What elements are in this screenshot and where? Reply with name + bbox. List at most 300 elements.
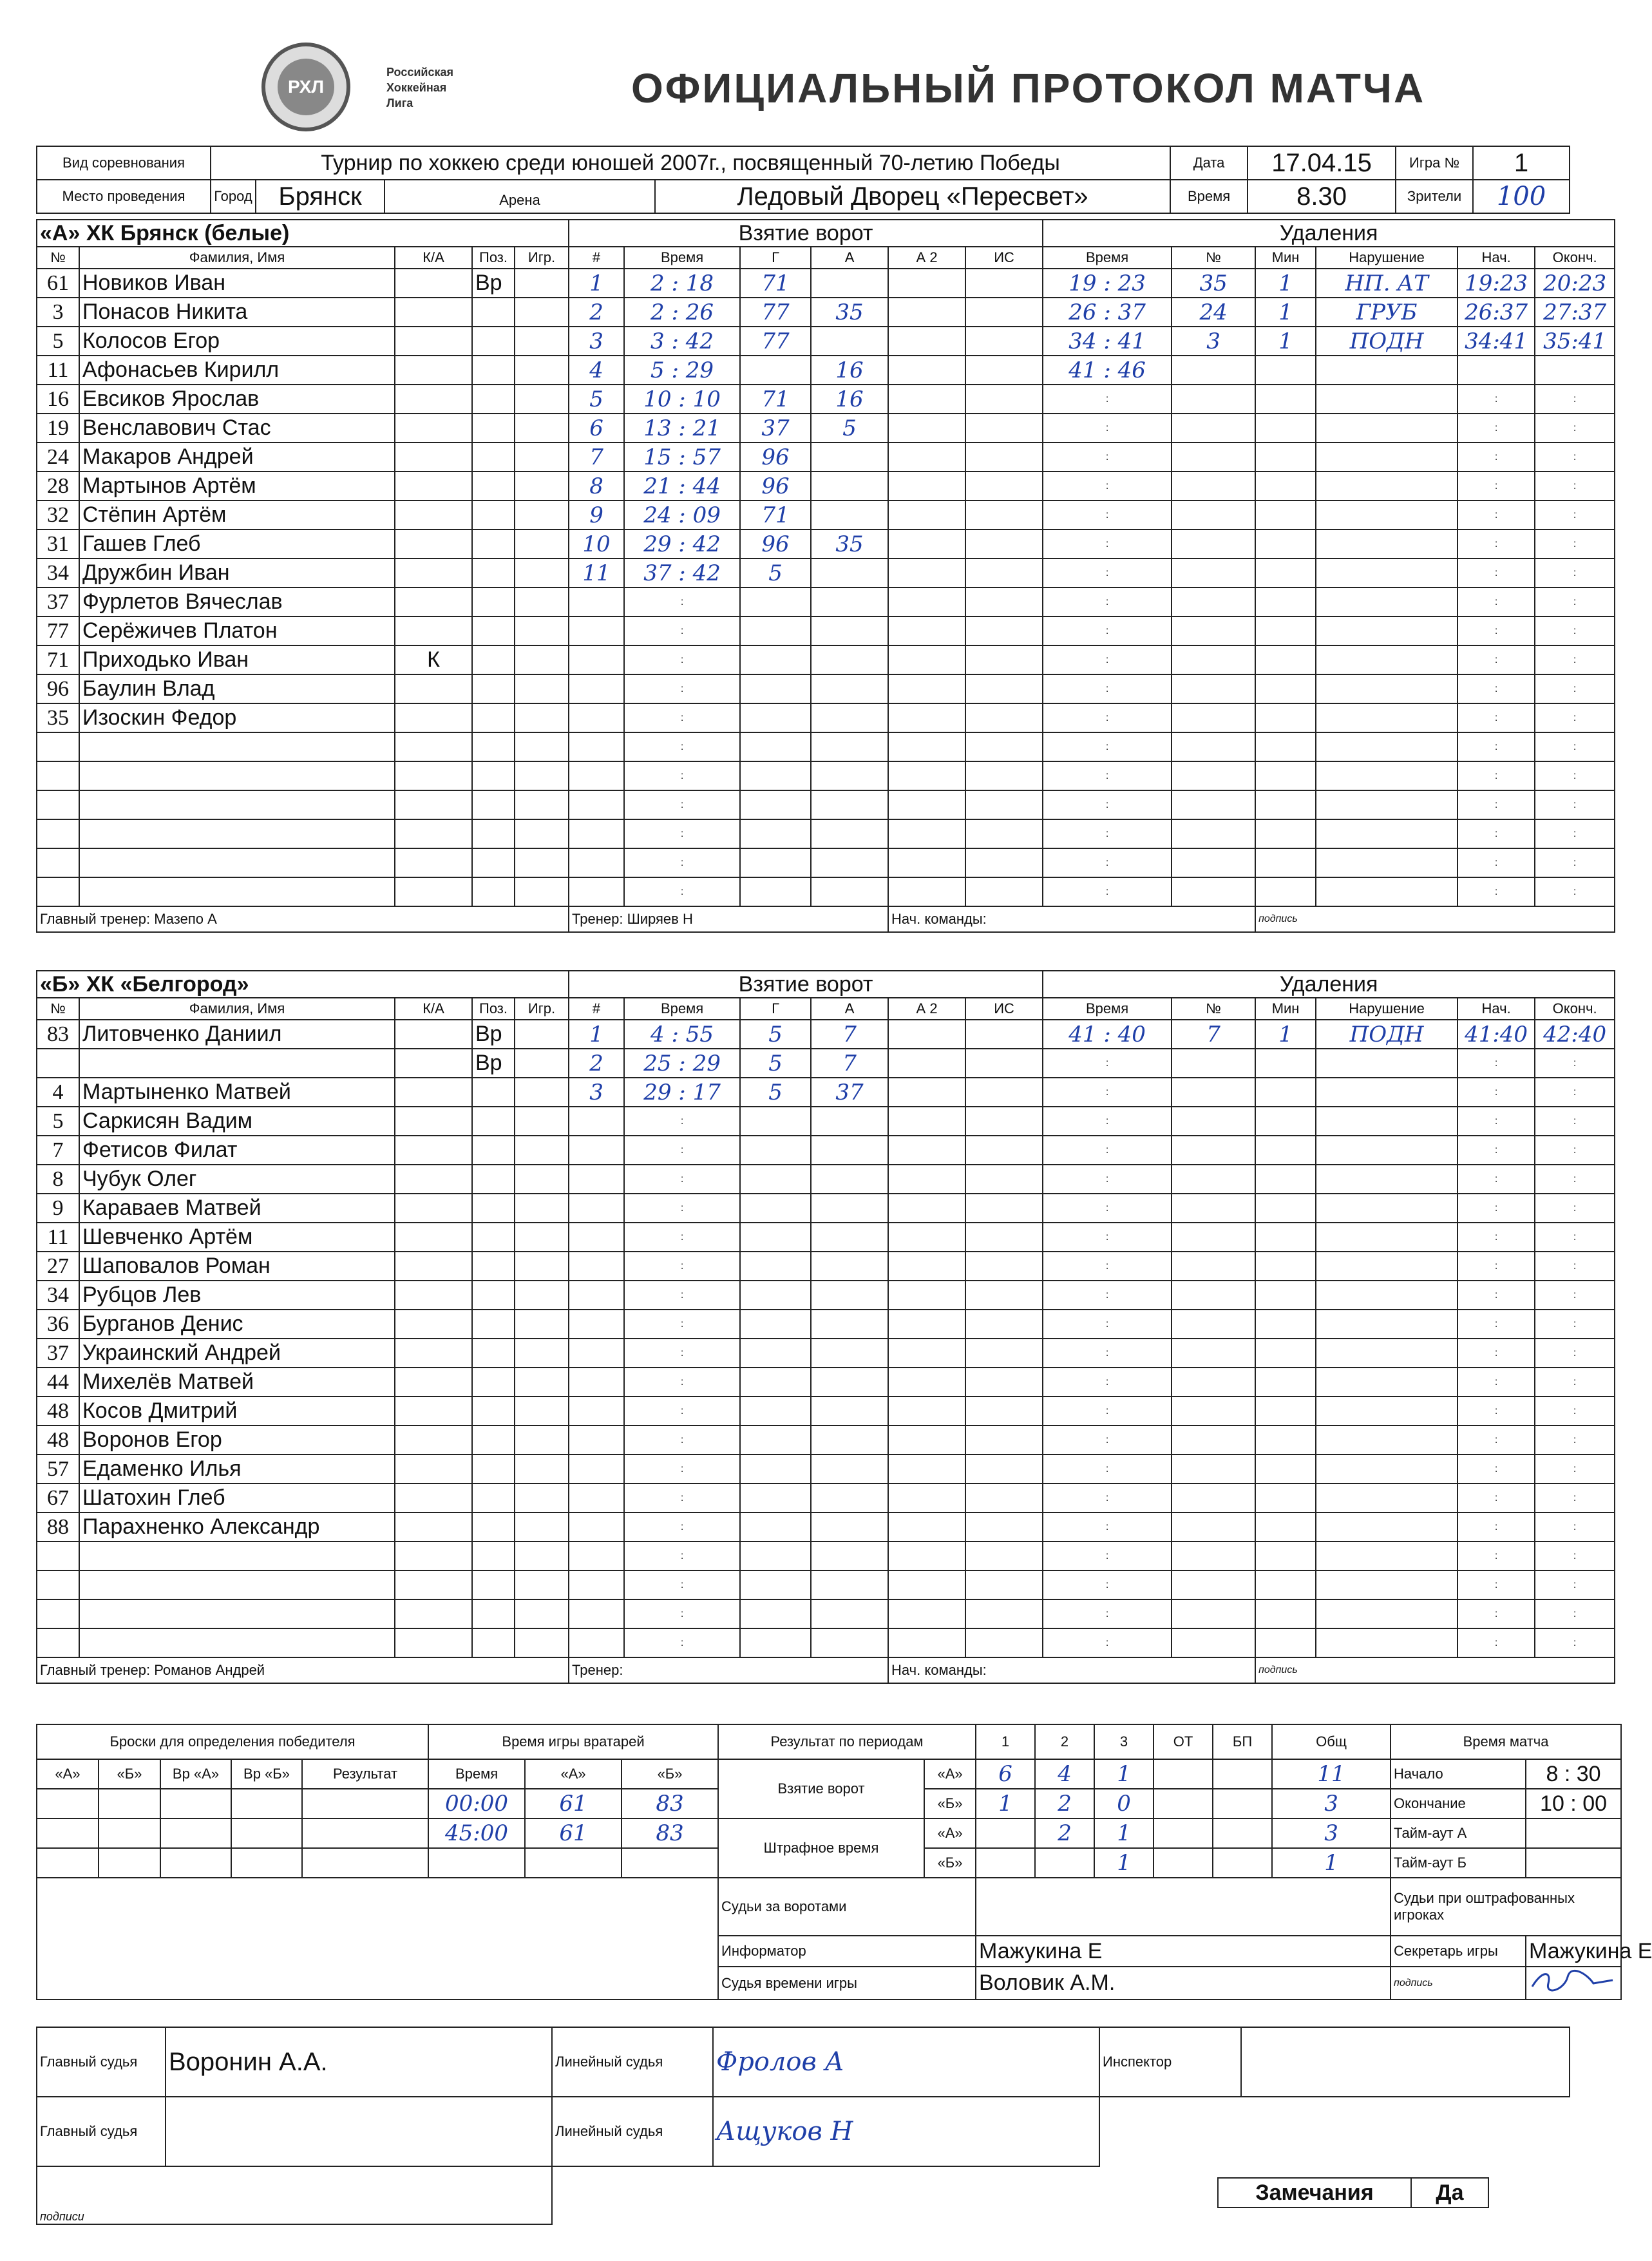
player-pos: Вр [472,1020,515,1049]
col-pen-end: Оконч. [1535,247,1615,269]
player-name: Баулин Влад [79,674,395,703]
secretary-label: Секретарь игры [1391,1936,1526,1967]
goal-assist [811,327,888,356]
goal-time: 21 : 44 [624,472,740,501]
player-number: 27 [37,1252,79,1281]
goal-assist: 7 [811,1049,888,1078]
player-ka [395,414,472,443]
player-name: Евсиков Ярослав [79,385,395,414]
player-row: 27 Шаповалов Роман : : : : [37,1252,1615,1281]
page-title: ОФИЦИАЛЬНЫЙ ПРОТОКОЛ МАТЧА [631,65,1426,111]
player-row: Вр 2 25 : 29 5 7 : : : [37,1049,1615,1078]
start-time: 8.30 [1248,180,1396,213]
time-label: Время [1170,180,1248,213]
player-number [37,877,79,906]
player-row: : : : : [37,819,1615,848]
player-row: 28 Мартынов Артём 8 21 : 44 96 : : : [37,472,1615,501]
player-ka [395,877,472,906]
player-number: 31 [37,529,79,558]
col-goal-time: Время [624,247,740,269]
player-name [79,1628,395,1657]
goal-assist: 7 [811,1020,888,1049]
goals-a-ot [1154,1759,1213,1789]
period-2-header: 2 [1035,1724,1094,1759]
player-number: 19 [37,414,79,443]
player-number: 11 [37,1223,79,1252]
player-pos [472,529,515,558]
player-ka [395,616,472,645]
competition-label: Вид соревнования [37,146,211,180]
penalty-start: 19:23 [1457,269,1535,298]
pen-b-p1 [976,1848,1035,1878]
col-name: Фамилия, Имя [79,247,395,269]
secretary: Мажукина Е [1526,1936,1621,1967]
penalty-minutes: 1 [1255,327,1316,356]
player-row [37,356,1615,385]
player-number: 35 [37,703,79,732]
goals-label: Взятие ворот [718,1759,924,1818]
goal-scorer: 96 [740,472,811,501]
pen-b-p2 [1035,1848,1094,1878]
col-pen-time: Время [1043,247,1172,269]
penalties-title: Удаления [1043,220,1615,247]
referee: Воронин А.А. [166,2027,552,2097]
player-row: : : : : [37,1570,1615,1599]
goal-is [965,356,1043,385]
penalty-player: 24 [1172,298,1255,327]
player-name: Саркисян Вадим [79,1107,395,1136]
player-ka [395,674,472,703]
goal-assist2 [888,1049,965,1078]
player-pos [472,819,515,848]
pen-team-b: «Б» [924,1848,976,1878]
player-name: Едаменко Илья [79,1455,395,1483]
linesman-1-label: Линейный судья [552,2027,713,2097]
player-name: Приходько Иван [79,645,395,674]
spectators-label: Зрители [1396,180,1473,213]
player-pos [472,645,515,674]
referee-2-label: Главный судья [37,2097,166,2166]
player-pos [472,1628,515,1657]
date: 17.04.15 [1248,146,1396,180]
remarks-value: Да [1411,2178,1488,2208]
player-pos [472,1426,515,1455]
match-time-title: Время матча [1391,1724,1621,1759]
linesman-1: Фролов А [713,2027,1099,2097]
goal-index: 9 [569,501,624,529]
goal-assist2 [888,472,965,501]
goal-scorer: 37 [740,414,811,443]
player-ka [395,732,472,761]
player-ka [395,848,472,877]
player-name [79,877,395,906]
pen-b-total: 1 [1272,1848,1391,1878]
goal-time: 4 : 55 [624,1020,740,1049]
player-ka [395,1368,472,1397]
game-label: Игра № [1396,146,1473,180]
player-ka [395,1512,472,1541]
goal-assist2 [888,327,965,356]
player-ka [395,269,472,298]
penalty-minutes: 1 [1255,1020,1316,1049]
team_b-table [36,970,1615,1684]
player-pos [472,356,515,385]
player-name: Бурганов Денис [79,1310,395,1339]
player-pos [472,1194,515,1223]
player-name: Фетисов Филат [79,1136,395,1165]
penalty-time-label: Штрафное время [718,1818,924,1878]
period-bp-header: БП [1213,1724,1272,1759]
shootout-col-gk-a: Вр «А» [160,1759,231,1789]
goal-assist2 [888,501,965,529]
player-name: Караваев Матвей [79,1194,395,1223]
goal-index: 2 [569,298,624,327]
goal-scorer: 5 [740,1049,811,1078]
goal-is [965,414,1043,443]
col-goal: Г [740,998,811,1020]
goals-b-bp [1213,1789,1272,1818]
goal-assist: 16 [811,356,888,385]
player-name: Изоскин Федор [79,703,395,732]
player-row: 48 Косов Дмитрий : : : : [37,1397,1615,1426]
penalty-time: 41 : 46 [1043,356,1172,385]
col-offense: Нарушение [1316,247,1457,269]
player-pos [472,761,515,790]
signature-label: подпись [1255,906,1615,932]
arena: Ледовый Дворец «Пересвет» [655,180,1170,213]
player-ka [395,1426,472,1455]
player-number: 44 [37,1368,79,1397]
penalty-start [1457,356,1535,385]
team-a-section [36,219,1615,933]
player-number: 67 [37,1483,79,1512]
goal-time: 13 : 21 [624,414,740,443]
player-number: 16 [37,385,79,414]
team-chief: Нач. команды: [888,906,1255,932]
player-pos [472,1455,515,1483]
venue-label: Место проведения [37,180,211,213]
start-value: 8 : 30 [1526,1759,1621,1789]
col-goal: Г [740,247,811,269]
penalty-minutes [1255,356,1316,385]
player-ka [395,1223,472,1252]
player-name: Литовченко Даниил [79,1020,395,1049]
player-ka [395,1107,472,1136]
player-name: Косов Дмитрий [79,1397,395,1426]
player-number [37,1570,79,1599]
player-row: 7 Фетисов Филат : : : : [37,1136,1615,1165]
goalie-a-2: 61 [525,1818,622,1848]
end-label: Окончание [1391,1789,1526,1818]
player-name: Мартыненко Матвей [79,1078,395,1107]
summary-table [36,1724,1652,2000]
pen-b-ot [1154,1848,1213,1878]
goal-judges-label: Судьи за воротами [718,1878,976,1936]
player-ka [395,1397,472,1426]
player-ka [395,501,472,529]
player-name: Шатохин Глеб [79,1483,395,1512]
goalie-b-1: 83 [622,1789,718,1818]
player-number [37,1599,79,1628]
player-number: 77 [37,616,79,645]
player-name: Новиков Иван [79,269,395,298]
player-number: 71 [37,645,79,674]
goals-b-total: 3 [1272,1789,1391,1818]
player-ka [395,587,472,616]
goals-team-b: «Б» [924,1789,976,1818]
player-row [37,298,1615,327]
goals-title: Взятие ворот [569,971,1043,998]
goal-assist [811,443,888,472]
player-pos [472,385,515,414]
penalty-start: 34:41 [1457,327,1535,356]
player-name: Шаповалов Роман [79,1252,395,1281]
goal-assist [811,558,888,587]
player-name: Колосов Егор [79,327,395,356]
svg-text:РХЛ: РХЛ [288,77,324,97]
penalty-end: 27:37 [1535,298,1615,327]
goal-assist [811,269,888,298]
goalie-b-2: 83 [622,1818,718,1848]
player-name [79,790,395,819]
player-row: : : : : [37,1541,1615,1570]
remarks-box [1217,2177,1489,2208]
col-is: ИС [965,998,1043,1020]
goal-is [965,327,1043,356]
match-info-table [36,146,1570,214]
goalie-time-title: Время игры вратарей [428,1724,718,1759]
col-pos: Поз. [472,998,515,1020]
player-number [37,1541,79,1570]
player-name: Украинский Андрей [79,1339,395,1368]
penalty-time: 19 : 23 [1043,269,1172,298]
goalie-col-a: «А» [525,1759,622,1789]
player-number [37,732,79,761]
player-ka [395,1339,472,1368]
col-num: № [37,998,79,1020]
player-row: : : : : [37,877,1615,906]
informer-label: Информатор [718,1936,976,1967]
player-row [37,269,1615,298]
player-ka [395,1455,472,1483]
goal-index: 4 [569,356,624,385]
goals-b-p3: 0 [1094,1789,1154,1818]
player-ka [395,761,472,790]
shootout-col-result: Результат [302,1759,428,1789]
player-name: Воронов Егор [79,1426,395,1455]
player-ka [395,443,472,472]
player-row: 57 Едаменко Илья : : : : [37,1455,1615,1483]
player-number: 5 [37,327,79,356]
goal-is [965,1049,1043,1078]
goal-index: 7 [569,443,624,472]
player-ka: К [395,645,472,674]
player-ka [395,472,472,501]
player-ka [395,1078,472,1107]
goal-is [965,529,1043,558]
player-ka [395,1252,472,1281]
penalty-end: 35:41 [1535,327,1615,356]
player-pos [472,616,515,645]
shootout-col-gk-b: Вр «Б» [231,1759,302,1789]
pen-a-ot [1154,1818,1213,1848]
col-is: ИС [965,247,1043,269]
penalty-player [1172,356,1255,385]
player-pos [472,674,515,703]
player-ka [395,1020,472,1049]
goal-index: 11 [569,558,624,587]
team-chief: Нач. команды: [888,1657,1255,1683]
player-row: : : : : [37,1599,1615,1628]
player-ka [395,1165,472,1194]
col-pen-end: Оконч. [1535,998,1615,1020]
col-pen-start: Нач. [1457,247,1535,269]
player-row [37,327,1615,356]
goal-time: 5 : 29 [624,356,740,385]
goals-title: Взятие ворот [569,220,1043,247]
player-number: 36 [37,1310,79,1339]
player-row: : : : : [37,761,1615,790]
col-ka: К/А [395,998,472,1020]
player-pos [472,298,515,327]
remarks-label: Замечания [1218,2178,1411,2208]
player-pos [472,558,515,587]
player-row: 88 Парахненко Александр : : : : [37,1512,1615,1541]
goals-b-p2: 2 [1035,1789,1094,1818]
penalties-title: Удаления [1043,971,1615,998]
goals-a-p2: 4 [1035,1759,1094,1789]
player-ka [395,703,472,732]
team_a-table [36,219,1615,933]
pen-a-bp [1213,1818,1272,1848]
player-ka [395,558,472,587]
player-number [37,1049,79,1078]
player-row: 32 Стёпин Артём 9 24 : 09 71 : : : [37,501,1615,529]
player-name: Парахненко Александр [79,1512,395,1541]
col-pen-num: № [1172,998,1255,1020]
col-gp: Игр. [515,247,569,269]
goalie-time-1: 00:00 [428,1789,525,1818]
player-pos [472,1397,515,1426]
player-row: 24 Макаров Андрей 7 15 : 57 96 : : : [37,443,1615,472]
shootout-col-a: «А» [37,1759,99,1789]
player-number: 48 [37,1397,79,1426]
goals-b-p1: 1 [976,1789,1035,1818]
player-row: 44 Михелёв Матвей : : : : [37,1368,1615,1397]
pen-a-total: 3 [1272,1818,1391,1848]
goal-scorer: 96 [740,529,811,558]
player-ka [395,1310,472,1339]
goal-time: 2 : 18 [624,269,740,298]
col-num: № [37,247,79,269]
player-number: 83 [37,1020,79,1049]
goal-index: 5 [569,385,624,414]
player-pos [472,1136,515,1165]
player-name: Шевченко Артём [79,1223,395,1252]
player-number: 37 [37,1339,79,1368]
player-row: 67 Шатохин Глеб : : : : [37,1483,1615,1512]
arena-block: Арена [385,180,655,213]
goal-index: 6 [569,414,624,443]
header [258,39,1481,135]
player-number [37,761,79,790]
player-ka [395,1136,472,1165]
player-pos [472,443,515,472]
goal-is [965,385,1043,414]
player-ka [395,1483,472,1512]
player-pos [472,1599,515,1628]
goals-a-p3: 1 [1094,1759,1154,1789]
player-number: 57 [37,1455,79,1483]
signature-label: подпись [1255,1657,1615,1683]
player-name: Гашев Глеб [79,529,395,558]
player-number [37,790,79,819]
player-name: Чубук Олег [79,1165,395,1194]
goal-assist2 [888,356,965,385]
player-pos [472,848,515,877]
player-pos [472,1512,515,1541]
player-ka [395,1628,472,1657]
shootout-col-b: «Б» [99,1759,160,1789]
player-pos: Вр [472,1049,515,1078]
goal-is [965,501,1043,529]
penalty-offense: ПОДН [1316,1020,1457,1049]
player-number [37,848,79,877]
start-label: Начало [1391,1759,1526,1789]
player-number: 9 [37,1194,79,1223]
player-name [79,1570,395,1599]
goal-index: 10 [569,529,624,558]
player-name [79,761,395,790]
player-row: 37 Украинский Андрей : : : : [37,1339,1615,1368]
goal-assist2 [888,529,965,558]
player-name: Мартынов Артём [79,472,395,501]
player-row: 19 Венславович Стас 6 13 : 21 37 5 : : : [37,414,1615,443]
goal-assist2 [888,1078,965,1107]
penalty-player: 35 [1172,269,1255,298]
player-row: 8 Чубук Олег : : : : [37,1165,1615,1194]
penalty-start: 26:37 [1457,298,1535,327]
player-ka [395,529,472,558]
player-number: 34 [37,558,79,587]
goals-team-a: «А» [924,1759,976,1789]
goal-scorer: 5 [740,1020,811,1049]
col-assist: А [811,998,888,1020]
player-number: 8 [37,1165,79,1194]
goal-assist2 [888,443,965,472]
linesman-2-label: Линейный судья [552,2097,713,2166]
player-pos [472,1368,515,1397]
col-gp: Игр. [515,998,569,1020]
referee-label: Главный судья [37,2027,166,2097]
player-number [37,1628,79,1657]
goal-is [965,472,1043,501]
goal-index: 2 [569,1049,624,1078]
player-number: 4 [37,1078,79,1107]
player-row: 34 Дружбин Иван 11 37 : 42 5 : : : [37,558,1615,587]
penalty-time: 34 : 41 [1043,327,1172,356]
periods-title: Результат по периодам [718,1724,976,1759]
goal-time: 2 : 26 [624,298,740,327]
player-number: 48 [37,1426,79,1455]
goal-assist2 [888,414,965,443]
player-pos [472,732,515,761]
league-logo [258,39,386,135]
player-number: 37 [37,587,79,616]
col-pen-start: Нач. [1457,998,1535,1020]
player-pos [472,1223,515,1252]
penalty-time: 41 : 40 [1043,1020,1172,1049]
